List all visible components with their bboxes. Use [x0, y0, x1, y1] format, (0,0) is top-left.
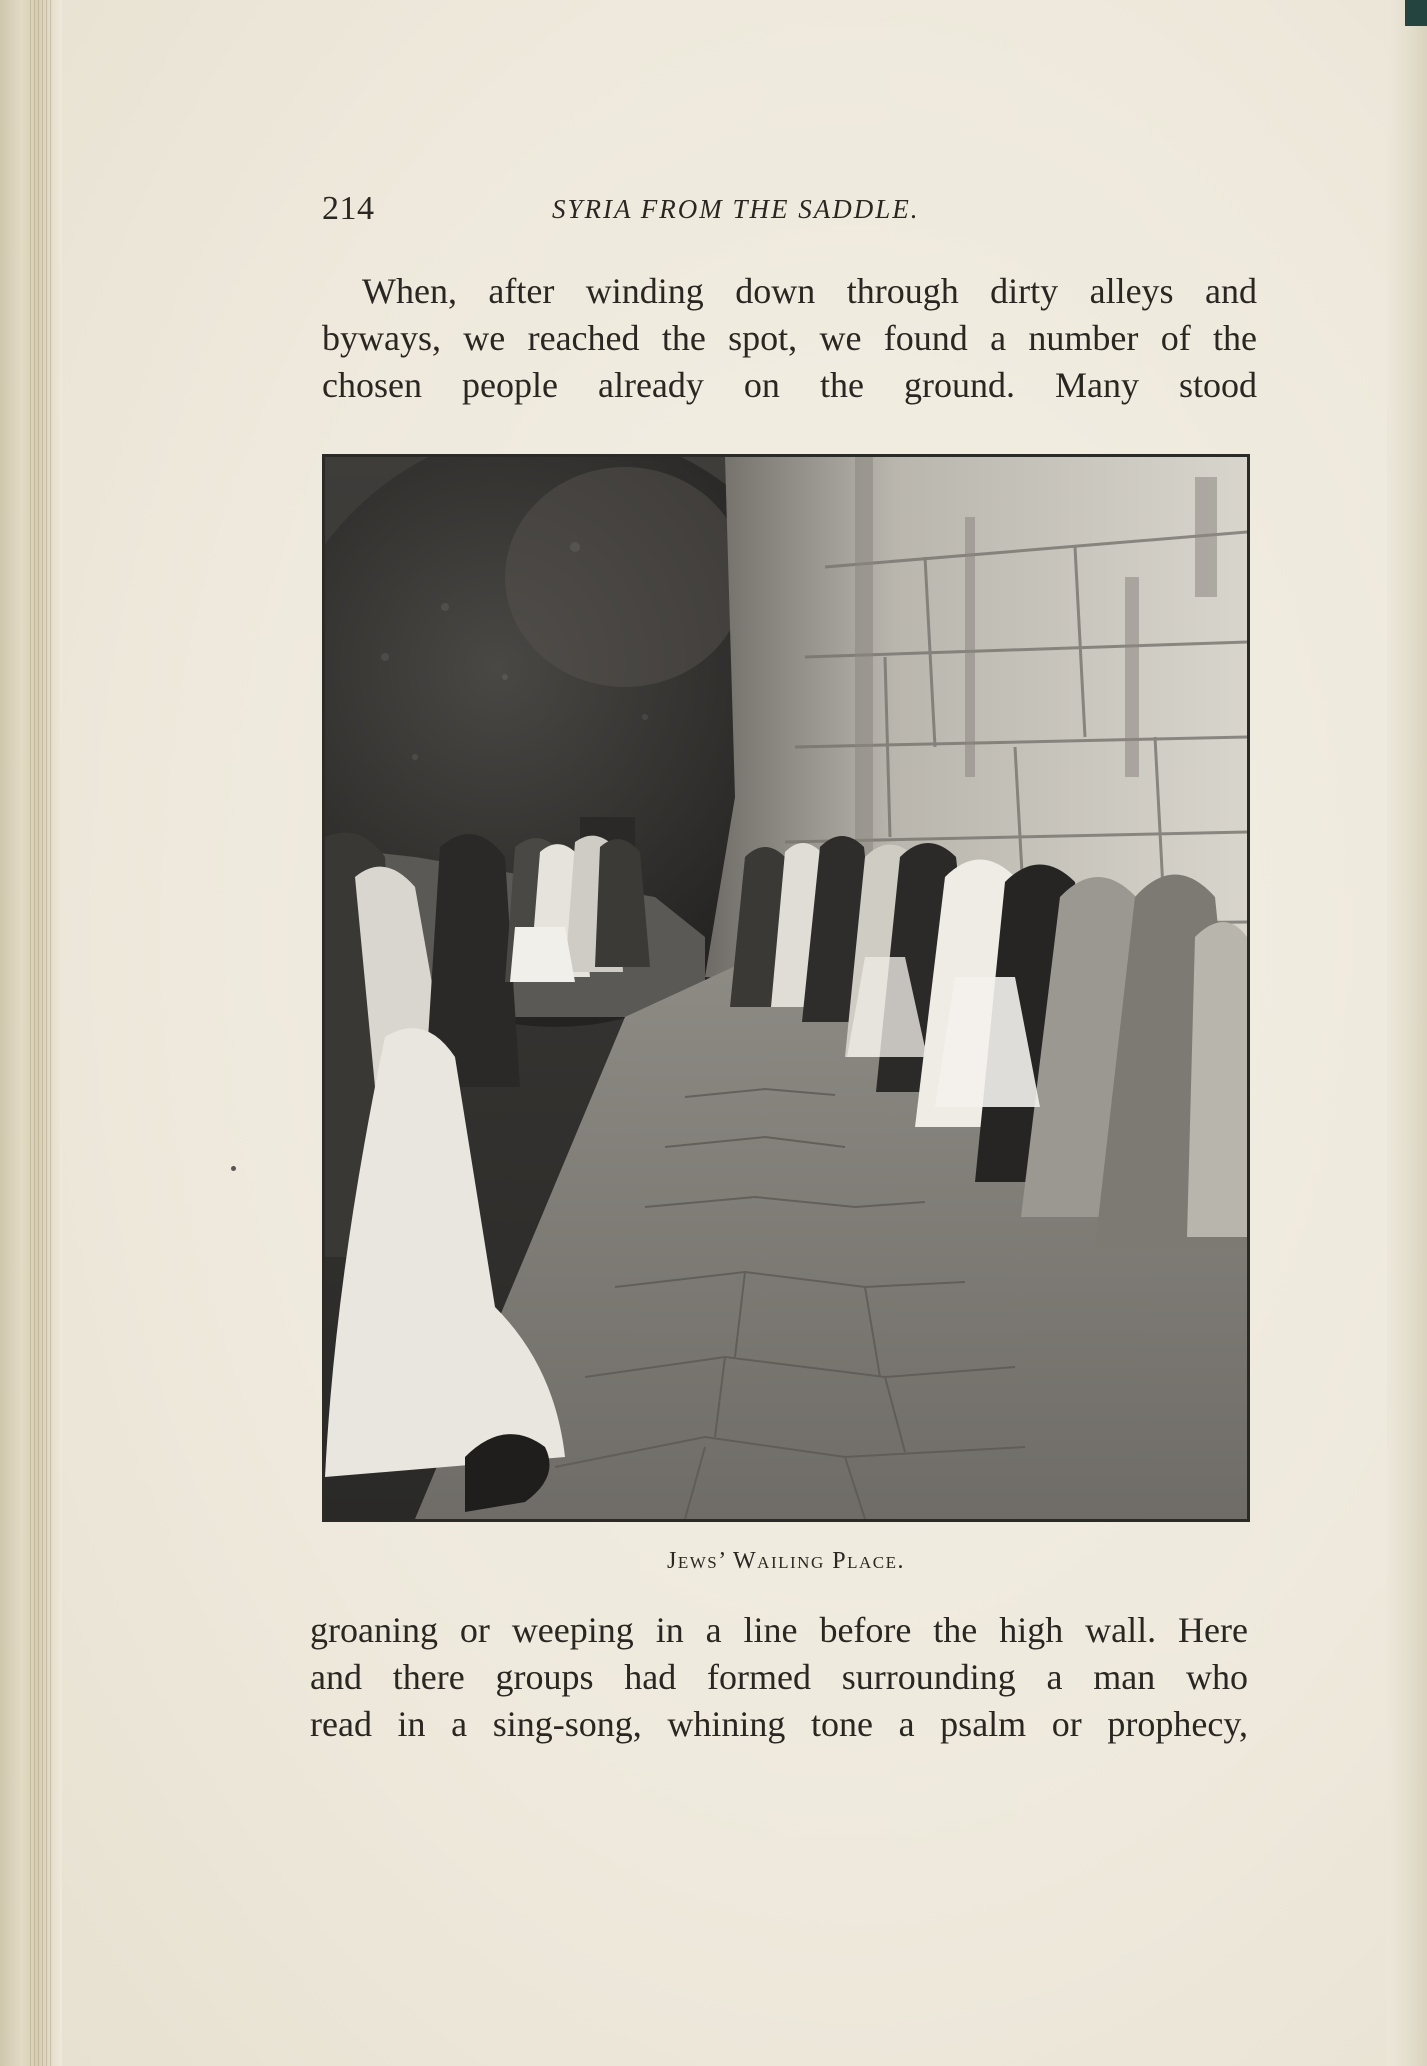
photograph-plate: [322, 454, 1250, 1522]
page-number: 214: [322, 190, 375, 227]
text-line: When, after winding down through dirty alleys and: [362, 271, 1257, 311]
ink-speck: [231, 1166, 236, 1171]
paragraph-top: [322, 268, 1257, 409]
text-line: read in a sing-song, whining tone a psalm or prophecy,: [310, 1704, 1248, 1744]
text-line: and there groups had formed surrounding a man who: [310, 1657, 1248, 1697]
text-line: groaning or weeping in a line before the high wall. Here: [310, 1610, 1248, 1650]
wailing-wall-photograph: [325, 457, 1247, 1519]
right-page-edge: [1387, 0, 1427, 2066]
text-line: byways, we reached the spot, we found a number of the: [322, 318, 1257, 358]
figure-caption: Jews’ Wailing Place.: [667, 1548, 905, 1574]
paragraph-bottom: [310, 1607, 1248, 1748]
page-edge-lines: [30, 0, 52, 2066]
running-title: SYRIA FROM THE SADDLE.: [552, 194, 920, 224]
running-head: [322, 190, 1257, 238]
text-line: chosen people already on the ground. Many stood: [322, 365, 1257, 405]
cover-corner: [1405, 0, 1427, 26]
